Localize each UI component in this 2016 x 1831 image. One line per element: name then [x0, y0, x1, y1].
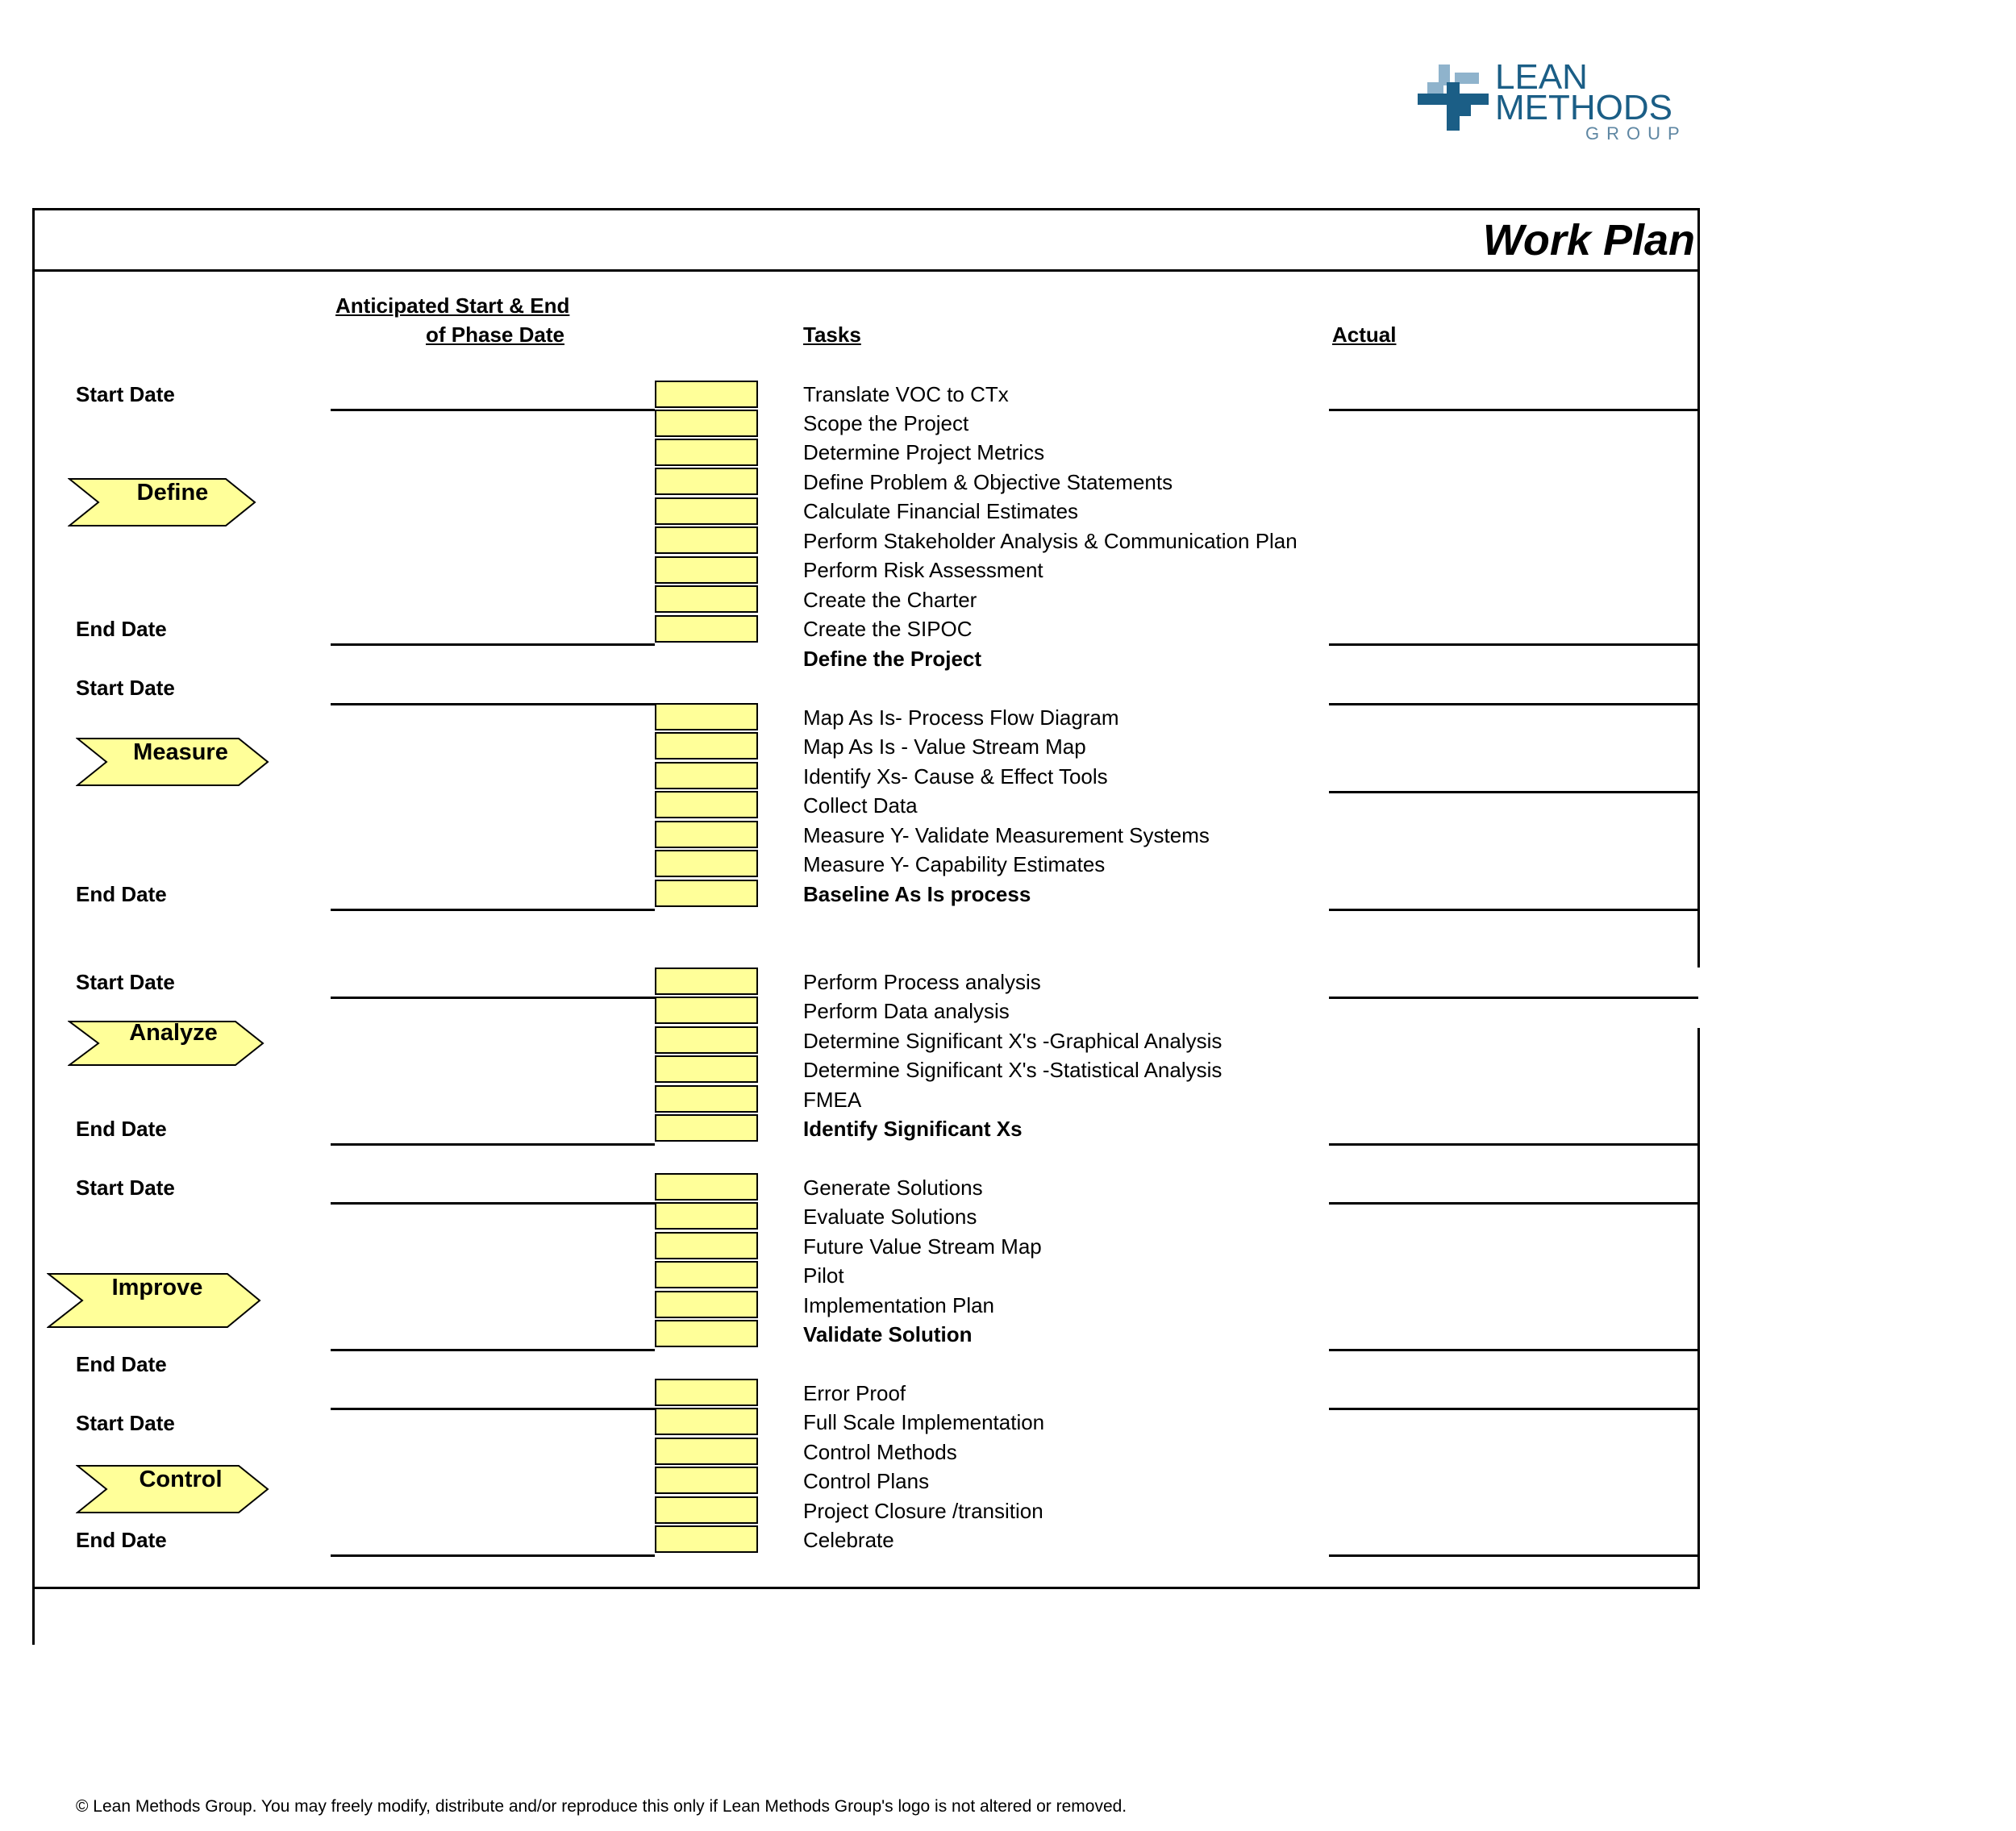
- analyze-actual-start-field[interactable]: [1329, 997, 1698, 999]
- analyze-phase-label: Analyze: [129, 1020, 218, 1046]
- header-actual: Actual: [1332, 323, 1397, 347]
- measure-start-date-label: Start Date: [76, 676, 175, 700]
- task-checkbox[interactable]: [655, 1438, 758, 1465]
- task-item: Identify Xs- Cause & Effect Tools: [803, 764, 1108, 789]
- frame-right-border-upper: [1697, 208, 1700, 968]
- task-item: Create the SIPOC: [803, 617, 973, 641]
- logo-word-group: GROUP: [1585, 123, 1687, 144]
- frame-title-divider: [32, 269, 1700, 272]
- define-end-date-field[interactable]: [331, 643, 655, 646]
- task-checkbox[interactable]: [655, 1173, 758, 1201]
- define-end-date-label: End Date: [76, 617, 167, 641]
- task-item: Map As Is- Process Flow Diagram: [803, 705, 1119, 730]
- task-item: Collect Data: [803, 793, 918, 818]
- task-item: Pilot: [803, 1263, 844, 1288]
- define-start-date-label: Start Date: [76, 382, 175, 406]
- task-item: Control Plans: [803, 1469, 930, 1493]
- analyze-actual-end-field[interactable]: [1329, 1143, 1698, 1146]
- task-item: Calculate Financial Estimates: [803, 499, 1079, 523]
- task-item: Perform Process analysis: [803, 970, 1041, 994]
- task-checkbox[interactable]: [655, 968, 758, 995]
- task-item: Perform Risk Assessment: [803, 558, 1043, 582]
- frame-top-border: [32, 208, 1700, 210]
- task-checkbox[interactable]: [655, 497, 758, 525]
- logo-word-lean: LEAN: [1495, 57, 1588, 97]
- control-end-date-field[interactable]: [331, 1554, 655, 1557]
- task-item: Measure Y- Capability Estimates: [803, 852, 1106, 876]
- task-item: Scope the Project: [803, 411, 969, 435]
- task-checkbox[interactable]: [655, 1261, 758, 1288]
- task-checkbox[interactable]: [655, 585, 758, 613]
- control-end-date-label: End Date: [76, 1528, 167, 1552]
- task-checkbox[interactable]: [655, 1202, 758, 1230]
- analyze-end-date-field[interactable]: [331, 1143, 655, 1146]
- task-item: Perform Data analysis: [803, 999, 1010, 1023]
- task-item: Error Proof: [803, 1381, 906, 1405]
- task-item: Perform Stakeholder Analysis & Communication Plan: [803, 529, 1297, 553]
- task-checkbox[interactable]: [655, 1525, 758, 1553]
- logo-word-methods: METHODS: [1495, 88, 1672, 127]
- task-checkbox[interactable]: [655, 1291, 758, 1318]
- improve-start-date-field[interactable]: [331, 1202, 655, 1205]
- task-item: Full Scale Implementation: [803, 1410, 1045, 1434]
- task-item: Future Value Stream Map: [803, 1234, 1042, 1259]
- task-checkbox[interactable]: [655, 703, 758, 730]
- task-checkbox[interactable]: [655, 1085, 758, 1113]
- task-checkbox[interactable]: [655, 1379, 758, 1406]
- improve-end-date-field[interactable]: [331, 1349, 655, 1351]
- control-start-date-label: Start Date: [76, 1411, 175, 1435]
- task-checkbox[interactable]: [655, 1026, 758, 1054]
- measure-start-date-field[interactable]: [331, 703, 655, 705]
- task-checkbox[interactable]: [655, 821, 758, 848]
- control-actual-start-field[interactable]: [1329, 1408, 1698, 1410]
- measure-actual-mid-field[interactable]: [1329, 791, 1698, 793]
- improve-end-date-label: End Date: [76, 1352, 167, 1376]
- frame-right-border-lower: [1697, 1028, 1700, 1589]
- phase-milestone: Define the Project: [803, 647, 982, 671]
- task-checkbox[interactable]: [655, 762, 758, 789]
- task-checkbox[interactable]: [655, 850, 758, 877]
- page-title: Work Plan: [1482, 216, 1695, 264]
- phase-milestone: Validate Solution: [803, 1322, 973, 1346]
- task-item: Celebrate: [803, 1528, 894, 1552]
- task-item: FMEA: [803, 1088, 862, 1112]
- task-checkbox[interactable]: [655, 1467, 758, 1494]
- task-checkbox[interactable]: [655, 791, 758, 818]
- header-anticipated-line1: Anticipated Start & End: [335, 293, 570, 318]
- improve-start-date-label: Start Date: [76, 1176, 175, 1200]
- task-item: Control Methods: [803, 1440, 957, 1464]
- measure-actual-start-field[interactable]: [1329, 703, 1698, 705]
- task-checkbox[interactable]: [655, 615, 758, 643]
- header-anticipated-line2: of Phase Date: [426, 323, 564, 347]
- improve-actual-end-field[interactable]: [1329, 1349, 1698, 1351]
- task-checkbox[interactable]: [655, 468, 758, 495]
- task-checkbox[interactable]: [655, 410, 758, 437]
- task-item: Measure Y- Validate Measurement Systems: [803, 823, 1210, 847]
- task-checkbox[interactable]: [655, 381, 758, 408]
- control-actual-end-field[interactable]: [1329, 1554, 1698, 1557]
- task-item: Create the Charter: [803, 588, 977, 612]
- task-checkbox[interactable]: [655, 526, 758, 554]
- analyze-start-date-label: Start Date: [76, 970, 175, 994]
- task-checkbox[interactable]: [655, 1320, 758, 1347]
- task-item: Implementation Plan: [803, 1293, 995, 1317]
- measure-phase-label: Measure: [133, 739, 228, 765]
- task-checkbox[interactable]: [655, 1232, 758, 1259]
- copyright-footer: © Lean Methods Group. You may freely modify, distribute and/or reproduce this only if Lean Methods Group's logo is not altered or removed.: [76, 1797, 1127, 1816]
- phase-milestone: Baseline As Is process: [803, 882, 1031, 906]
- define-actual-end-field[interactable]: [1329, 643, 1698, 646]
- task-item: Map As Is - Value Stream Map: [803, 734, 1086, 759]
- define-phase-label: Define: [136, 480, 209, 506]
- analyze-end-date-label: End Date: [76, 1117, 167, 1141]
- task-checkbox[interactable]: [655, 1408, 758, 1435]
- improve-actual-start-field[interactable]: [1329, 1202, 1698, 1205]
- improve-phase-label: Improve: [111, 1275, 203, 1300]
- measure-actual-end-field[interactable]: [1329, 909, 1698, 911]
- header-tasks: Tasks: [803, 323, 861, 347]
- measure-end-date-field[interactable]: [331, 909, 655, 911]
- frame-left-border: [32, 208, 35, 1645]
- task-checkbox[interactable]: [655, 732, 758, 759]
- task-checkbox[interactable]: [655, 439, 758, 466]
- task-item: Evaluate Solutions: [803, 1205, 977, 1229]
- task-item: Determine Project Metrics: [803, 440, 1045, 464]
- measure-end-date-label: End Date: [76, 882, 167, 906]
- task-item: Translate VOC to CTx: [803, 382, 1009, 406]
- task-checkbox[interactable]: [655, 556, 758, 584]
- task-checkbox[interactable]: [655, 1055, 758, 1083]
- task-checkbox[interactable]: [655, 1496, 758, 1524]
- task-item: Project Closure /transition: [803, 1499, 1043, 1523]
- analyze-start-date-field[interactable]: [331, 997, 655, 999]
- task-checkbox[interactable]: [655, 880, 758, 907]
- task-item: Determine Significant X's -Graphical Analysis: [803, 1029, 1223, 1053]
- define-start-date-field[interactable]: [331, 409, 655, 411]
- logo-cross-icon: [1418, 65, 1489, 131]
- frame-bottom-border: [32, 1587, 1700, 1589]
- task-checkbox[interactable]: [655, 997, 758, 1024]
- control-phase-label: Control: [139, 1467, 223, 1492]
- company-logo: [1418, 57, 1687, 152]
- task-item: Generate Solutions: [803, 1176, 983, 1200]
- task-item: Determine Significant X's -Statistical Analysis: [803, 1058, 1223, 1082]
- task-item: Define Problem & Objective Statements: [803, 470, 1173, 494]
- define-actual-start-field[interactable]: [1329, 409, 1698, 411]
- control-start-date-field[interactable]: [331, 1408, 655, 1410]
- phase-milestone: Identify Significant Xs: [803, 1117, 1023, 1141]
- task-checkbox[interactable]: [655, 1114, 758, 1142]
